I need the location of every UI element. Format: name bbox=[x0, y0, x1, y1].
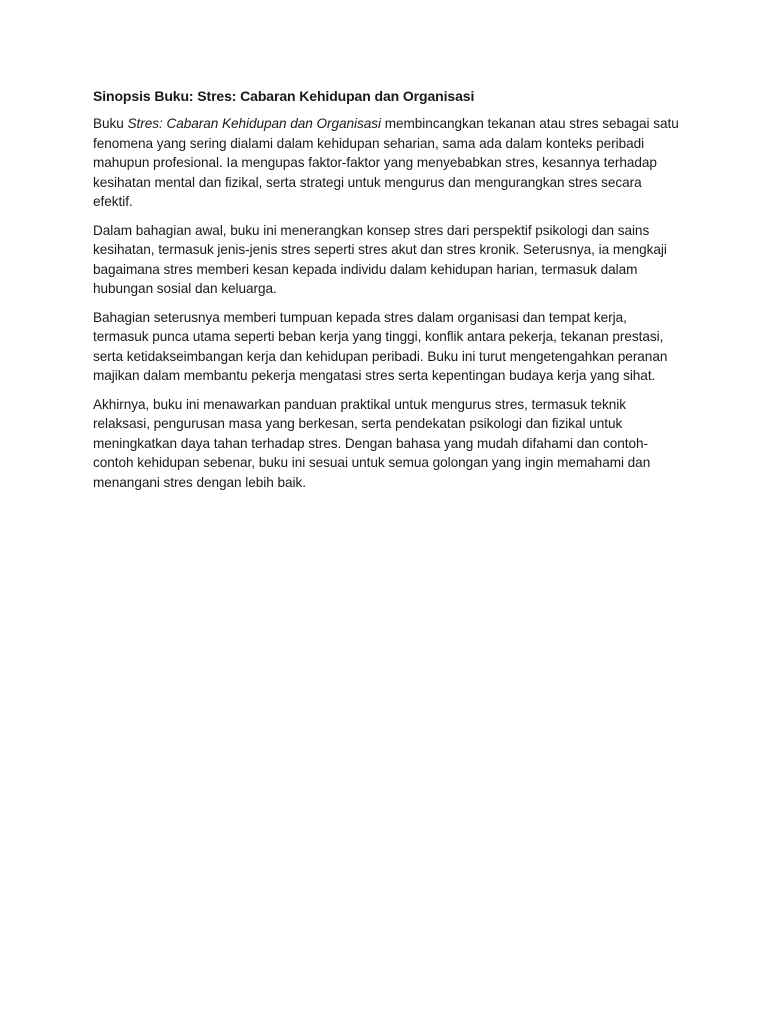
paragraph-organisation: Bahagian seterusnya memberi tumpuan kepada stres dalam organisasi dan tempat kerja, termasuk punca utama seperti beban kerja yang tinggi, konflik antara pekerja, tekanan prestasi, serta ketidakseimbangan kerja dan kehidupan peribadi. Buku ini turut mengetengahkan peranan majikan dalam membantu pekerja mengatasi stres serta kepentingan budaya kerja yang sihat. bbox=[93, 309, 668, 383]
book-title-italic: Stres: Cabaran Kehidupan dan Organisasi bbox=[127, 116, 381, 131]
paragraph-intro-rest: membincangkan tekanan atau stres sebagai satu fenomena yang sering dialami dalam kehidupan seharian, sama ada dalam konteks peribadi mahupun profesional. Ia mengupas faktor-faktor yang menyebabkan stres, kesannya terhadap kesihatan mental dan fizikal, serta strategi untuk mengurus dan mengurangkan stres secara efektif. bbox=[93, 116, 679, 209]
paragraph-intro bbox=[93, 114, 681, 212]
paragraph-intro-lead: Buku bbox=[93, 116, 128, 131]
document-title: Sinopsis Buku: Stres: Cabaran Kehidupan dan Organisasi bbox=[93, 88, 475, 104]
paragraph-concepts: Dalam bahagian awal, buku ini menerangkan konsep stres dari perspektif psikologi dan sains kesihatan, termasuk jenis-jenis stres seperti stres akut dan stres kronik. Seterusnya, ia mengkaji bagaimana stres memberi kesan kepada individu dalam kehidupan harian, termasuk dalam hubungan sosial dan keluarga. bbox=[93, 222, 667, 296]
document-body bbox=[93, 86, 681, 501]
paragraph-conclusion: Akhirnya, buku ini menawarkan panduan praktikal untuk mengurus stres, termasuk teknik relaksasi, pengurusan masa yang berkesan, serta pendekatan psikologi dan fizikal untuk meningkatkan daya tahan terhadap stres. Dengan bahasa yang mudah difahami dan contoh-contoh kehidupan sebenar, buku ini sesuai untuk semua golongan yang ingin memahami dan menangani stres dengan lebih baik. bbox=[93, 396, 651, 490]
